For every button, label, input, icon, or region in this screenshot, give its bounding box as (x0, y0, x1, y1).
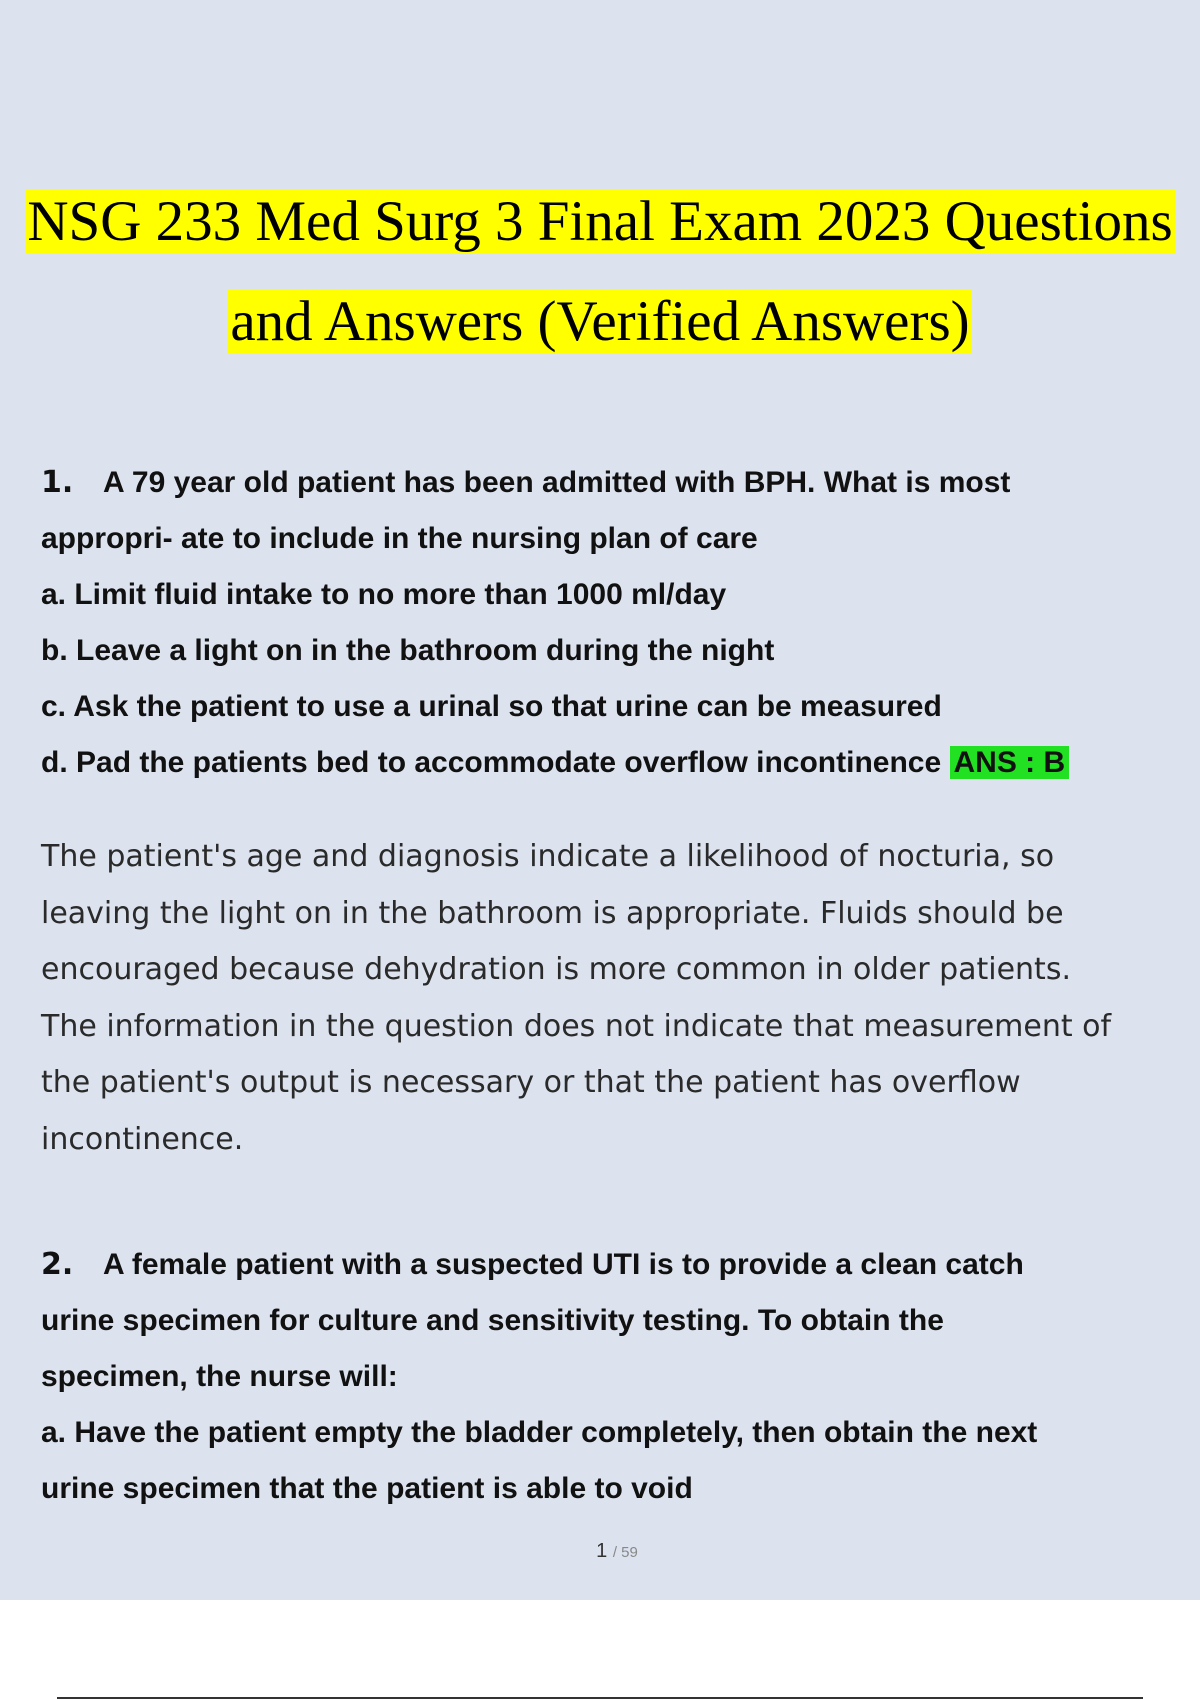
question-1-stem-line-2: appropri- ate to include in the nursing plan of care (41, 522, 758, 555)
question-2-option-a: a. Have the patient empty the bladder completely, then obtain the next (41, 1416, 1038, 1449)
question-1 (41, 455, 1191, 791)
question-2-number: 2. (41, 1247, 74, 1282)
explanation-line: leaving the light on in the bathroom is appropriate. Fluids should be (41, 895, 1064, 931)
question-2-stem-line-2: urine specimen for culture and sensitivity testing. To obtain the (41, 1304, 944, 1337)
question-1-stem-line-1 (41, 455, 1191, 511)
title-line (0, 172, 1200, 272)
page-current: 1 (596, 1540, 608, 1562)
question-1-option-b: b. Leave a light on in the bathroom during the night (41, 634, 775, 667)
explanation-line: The information in the question does not indicate that measurement of (41, 1008, 1112, 1044)
question-1-option-d-line (41, 735, 1191, 791)
title-line (0, 272, 1200, 372)
question-1-option-a: a. Limit fluid intake to no more than 1000 ml/day (41, 578, 727, 611)
explanation-line: the patient's output is necessary or that the patient has overflow (41, 1065, 1021, 1100)
question-1-stem-text-1: A 79 year old patient has been admitted with BPH. What is most (103, 466, 1011, 499)
question-2-stem-line-1 (41, 1237, 1191, 1293)
question-1-number: 1. (41, 465, 74, 500)
footer-divider (57, 1697, 1143, 1699)
page-total: / 59 (612, 1544, 638, 1561)
question-2 (41, 1237, 1191, 1517)
question-1-option-d: d. Pad the patients bed to accommodate overflow incontinence (41, 746, 942, 779)
question-1-option-c: c. Ask the patient to use a urinal so that urine can be measured (41, 690, 942, 723)
question-2-stem-line-3: specimen, the nurse will: (41, 1360, 398, 1393)
question-1-explanation (41, 829, 1196, 1168)
document-title (0, 172, 1200, 372)
explanation-line: The patient's age and diagnosis indicate a likelihood of nocturia, so (41, 839, 1055, 874)
title-line-2: and Answers (Verified Answers) (230, 290, 970, 353)
title-line-1: NSG 233 Med Surg 3 Final Exam 2023 Questions (27, 190, 1173, 253)
explanation-line: incontinence. (41, 1121, 244, 1157)
question-2-option-a-continued: urine specimen that the patient is able to void (41, 1472, 693, 1505)
question-2-stem-text-1: A female patient with a suspected UTI is to provide a clean catch (103, 1248, 1024, 1281)
question-1-answer: ANS : B (950, 746, 1070, 779)
explanation-line: encouraged because dehydration is more common in older patients. (41, 952, 1071, 987)
page-number (0, 1540, 1200, 1563)
